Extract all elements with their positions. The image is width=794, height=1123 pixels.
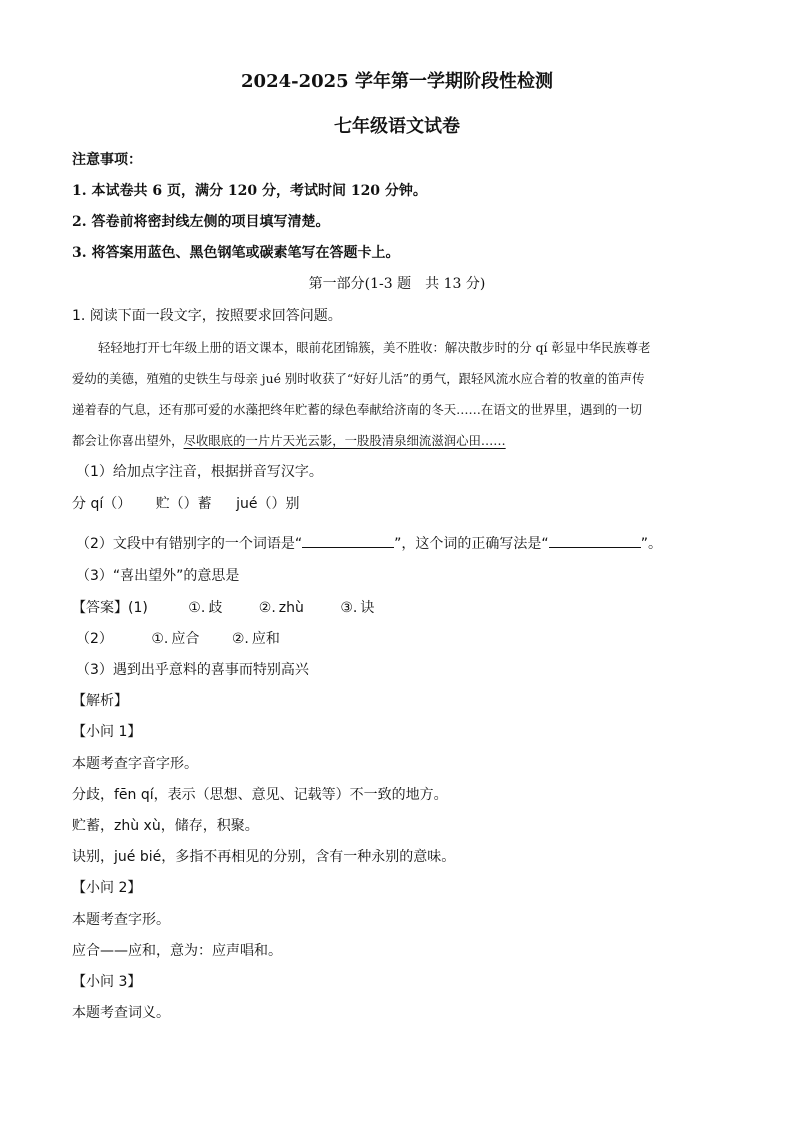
sub-item-b: 贮（）蓄	[155, 496, 212, 512]
exam-subtitle: 七年级语文试卷	[334, 116, 460, 137]
answer-line-1	[72, 598, 374, 618]
notice-item-2: 2. 答卷前将密封线左侧的项目填写清楚。	[72, 214, 330, 230]
answer-d-num: ①.	[151, 631, 169, 647]
answer-label: 【答案】(1)	[72, 600, 148, 616]
analysis-q1-line-1: 本题考查字音字形。	[72, 756, 198, 772]
answer-b-num: ②.	[258, 600, 276, 616]
passage-line-4-underlined: 尽收眼底的一片片天光云影，一股股清泉细流滋润心田……	[183, 433, 506, 448]
analysis-q2-line-2: 应合——应和，意为：应声唱和。	[72, 943, 282, 959]
exam-title: 2024-2025 学年第一学期阶段性检测	[241, 71, 553, 92]
sub-question-1: （1）给加点字注音，根据拼音写汉字。	[76, 464, 323, 480]
sub-question-2	[76, 532, 662, 554]
answer-e-num: ②.	[231, 631, 249, 647]
answer-d-value: 应合	[171, 631, 200, 647]
sub-question-1-items	[72, 494, 300, 514]
notice-heading: 注意事项：	[72, 152, 142, 168]
answer-e-value: 应和	[251, 631, 280, 647]
analysis-q2-heading: 【小问 2】	[72, 880, 142, 896]
passage-line-1	[72, 338, 724, 358]
passage-line-1-text: 轻轻地打开七年级上册的语文课本，眼前花团锦簇，美不胜收：解决散步时的分 qí 彰显中华民族尊老	[98, 340, 651, 355]
analysis-q3-heading: 【小问 3】	[72, 974, 142, 990]
passage-line-4-plain: 都会让你喜出望外，	[72, 433, 184, 448]
answer-a-num: ①.	[188, 600, 206, 616]
sub-item-c: jué（）别	[236, 496, 300, 512]
section-heading: 第一部分(1-3 题 共 13 分)	[308, 276, 486, 292]
answer-line-2	[76, 629, 280, 649]
analysis-q2-line-1: 本题考查字形。	[72, 912, 170, 928]
analysis-heading: 【解析】	[72, 693, 128, 709]
passage-line-3: 递着春的气息，还有那可爱的水藻把终年贮蓄的绿色奉献给济南的冬天……在语文的世界里，遇到的一切	[72, 402, 642, 417]
answer-blank-1	[302, 532, 394, 548]
analysis-q3-line-1: 本题考查词义。	[72, 1005, 170, 1021]
sub-question-2-part2: ”，这个词的正确写法是“	[394, 536, 549, 552]
answer-b-value: zhù	[278, 600, 304, 616]
answer-c-num: ③.	[340, 600, 358, 616]
sub-item-a: 分 qí（）	[72, 496, 132, 512]
answer-blank-2	[549, 532, 641, 548]
answer-c-value: 诀	[360, 600, 375, 616]
sub-question-2-part3: ”。	[640, 536, 662, 552]
analysis-q1-line-2: 分歧，fēn qí，表示（思想、意见、记载等）不一致的地方。	[72, 787, 448, 803]
analysis-q1-line-3: 贮蓄，zhù xù，储存，积聚。	[72, 818, 259, 834]
analysis-q1-line-4: 诀别，jué bié，多指不再相见的分别，含有一种永别的意味。	[72, 849, 456, 865]
answer-label-2: （2）	[76, 631, 113, 647]
notice-item-1: 1. 本试卷共 6 页，满分 120 分，考试时间 120 分钟。	[72, 183, 427, 199]
answer-b	[259, 598, 304, 618]
answer-a-value: 歧	[208, 600, 223, 616]
notice-item-3: 3. 将答案用蓝色、黑色钢笔或碳素笔写在答题卡上。	[72, 245, 400, 261]
passage-line-2: 爱幼的美德，殖殖的史铁生与母亲 jué 别时收获了“好好儿活”的勇气，跟轻风流水应合着的牧童的笛声传	[72, 371, 645, 386]
passage-line-4	[72, 431, 724, 451]
sub-question-3: （3）“喜出望外”的意思是	[76, 568, 240, 584]
analysis-q1-heading: 【小问 1】	[72, 724, 142, 740]
answer-c	[340, 598, 374, 618]
answer-d	[151, 629, 199, 649]
question-1-prompt: 1. 阅读下面一段文字，按照要求回答问题。	[72, 308, 342, 324]
answer-line-3: （3）遇到出乎意料的喜事而特别高兴	[76, 662, 309, 678]
sub-question-2-part1: （2）文段中有错别字的一个词语是“	[76, 536, 303, 552]
answer-a	[188, 598, 222, 618]
answer-e	[232, 629, 280, 649]
